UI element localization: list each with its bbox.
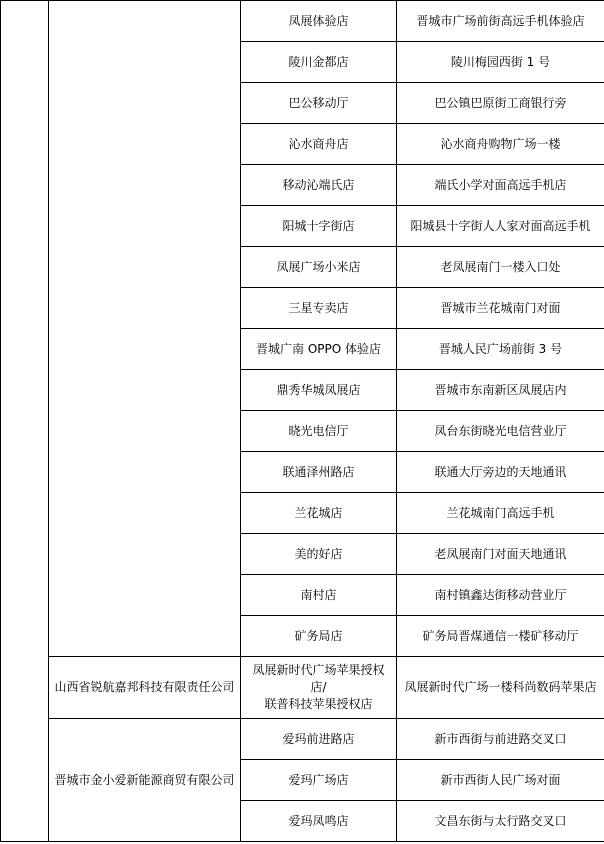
store-name-cell: 三星专卖店	[241, 288, 397, 329]
store-name-cell: 联通泽州路店	[241, 452, 397, 493]
store-name-cell: 晓光电信厅	[241, 411, 397, 452]
store-name-cell: 陵川金都店	[241, 42, 397, 83]
store-name-cell: 巴公移动厅	[241, 83, 397, 124]
store-name-cell: 移动沁端氏店	[241, 165, 397, 206]
index-column-cell	[1, 1, 49, 842]
table-row	[1, 1, 604, 42]
store-address-cell: 阳城县十字街人人家对面高远手机	[397, 206, 604, 247]
store-address-cell: 端氏小学对面高远手机店	[397, 165, 604, 206]
store-address-cell: 巴公镇巴原街工商银行旁	[397, 83, 604, 124]
store-name-cell: 南村店	[241, 575, 397, 616]
store-address-cell: 新市西街人民广场对面	[397, 760, 604, 801]
store-address-cell: 晋城市东南新区凤展店内	[397, 370, 604, 411]
store-address-cell: 矿务局晋煤通信一楼矿移动厅	[397, 616, 604, 657]
store-name-cell: 美的好店	[241, 534, 397, 575]
store-name-cell: 凤展新时代广场苹果授权店/ 联普科技苹果授权店	[241, 657, 397, 719]
store-address-cell: 兰花城南门高远手机	[397, 493, 604, 534]
store-name-cell: 爱玛前进路店	[241, 719, 397, 760]
store-name-cell: 阳城十字街店	[241, 206, 397, 247]
store-address-cell: 晋城人民广场前街 3 号	[397, 329, 604, 370]
store-address-cell: 沁水商舟购物广场一楼	[397, 124, 604, 165]
table-row	[1, 657, 604, 719]
store-name-cell: 晋城广南 OPPO 体验店	[241, 329, 397, 370]
store-name-cell: 爱玛凤鸣店	[241, 801, 397, 842]
store-name-cell: 凤展体验店	[241, 1, 397, 42]
store-address-cell: 南村镇鑫达街移动营业厅	[397, 575, 604, 616]
store-name-cell: 鼎秀华城凤展店	[241, 370, 397, 411]
company-cell	[49, 1, 241, 657]
store-address-cell: 新市西街与前进路交叉口	[397, 719, 604, 760]
table-row	[1, 719, 604, 760]
company-cell: 晋城市金小爱新能源商贸有限公司	[49, 719, 241, 842]
store-address-cell: 凤展新时代广场一楼科尚数码苹果店	[397, 657, 604, 719]
store-address-cell: 凤台东街晓光电信营业厅	[397, 411, 604, 452]
store-name-cell: 爱玛广场店	[241, 760, 397, 801]
store-name-cell: 兰花城店	[241, 493, 397, 534]
store-address-cell: 老凤展南门对面天地通讯	[397, 534, 604, 575]
store-address-cell: 老凤展南门一楼入口处	[397, 247, 604, 288]
company-cell: 山西省锐航嘉邦科技有限责任公司	[49, 657, 241, 719]
store-name-cell: 凤展广场小米店	[241, 247, 397, 288]
store-address-cell: 晋城市兰花城南门对面	[397, 288, 604, 329]
store-name-cell: 矿务局店	[241, 616, 397, 657]
store-address-cell: 联通大厅旁边的天地通讯	[397, 452, 604, 493]
store-address-cell: 晋城市广场前街高远手机体验店	[397, 1, 604, 42]
table-body	[1, 1, 604, 842]
store-address-cell: 文昌东街与太行路交叉口	[397, 801, 604, 842]
store-address-cell: 陵川梅园西街 1 号	[397, 42, 604, 83]
store-name-cell: 沁水商舟店	[241, 124, 397, 165]
